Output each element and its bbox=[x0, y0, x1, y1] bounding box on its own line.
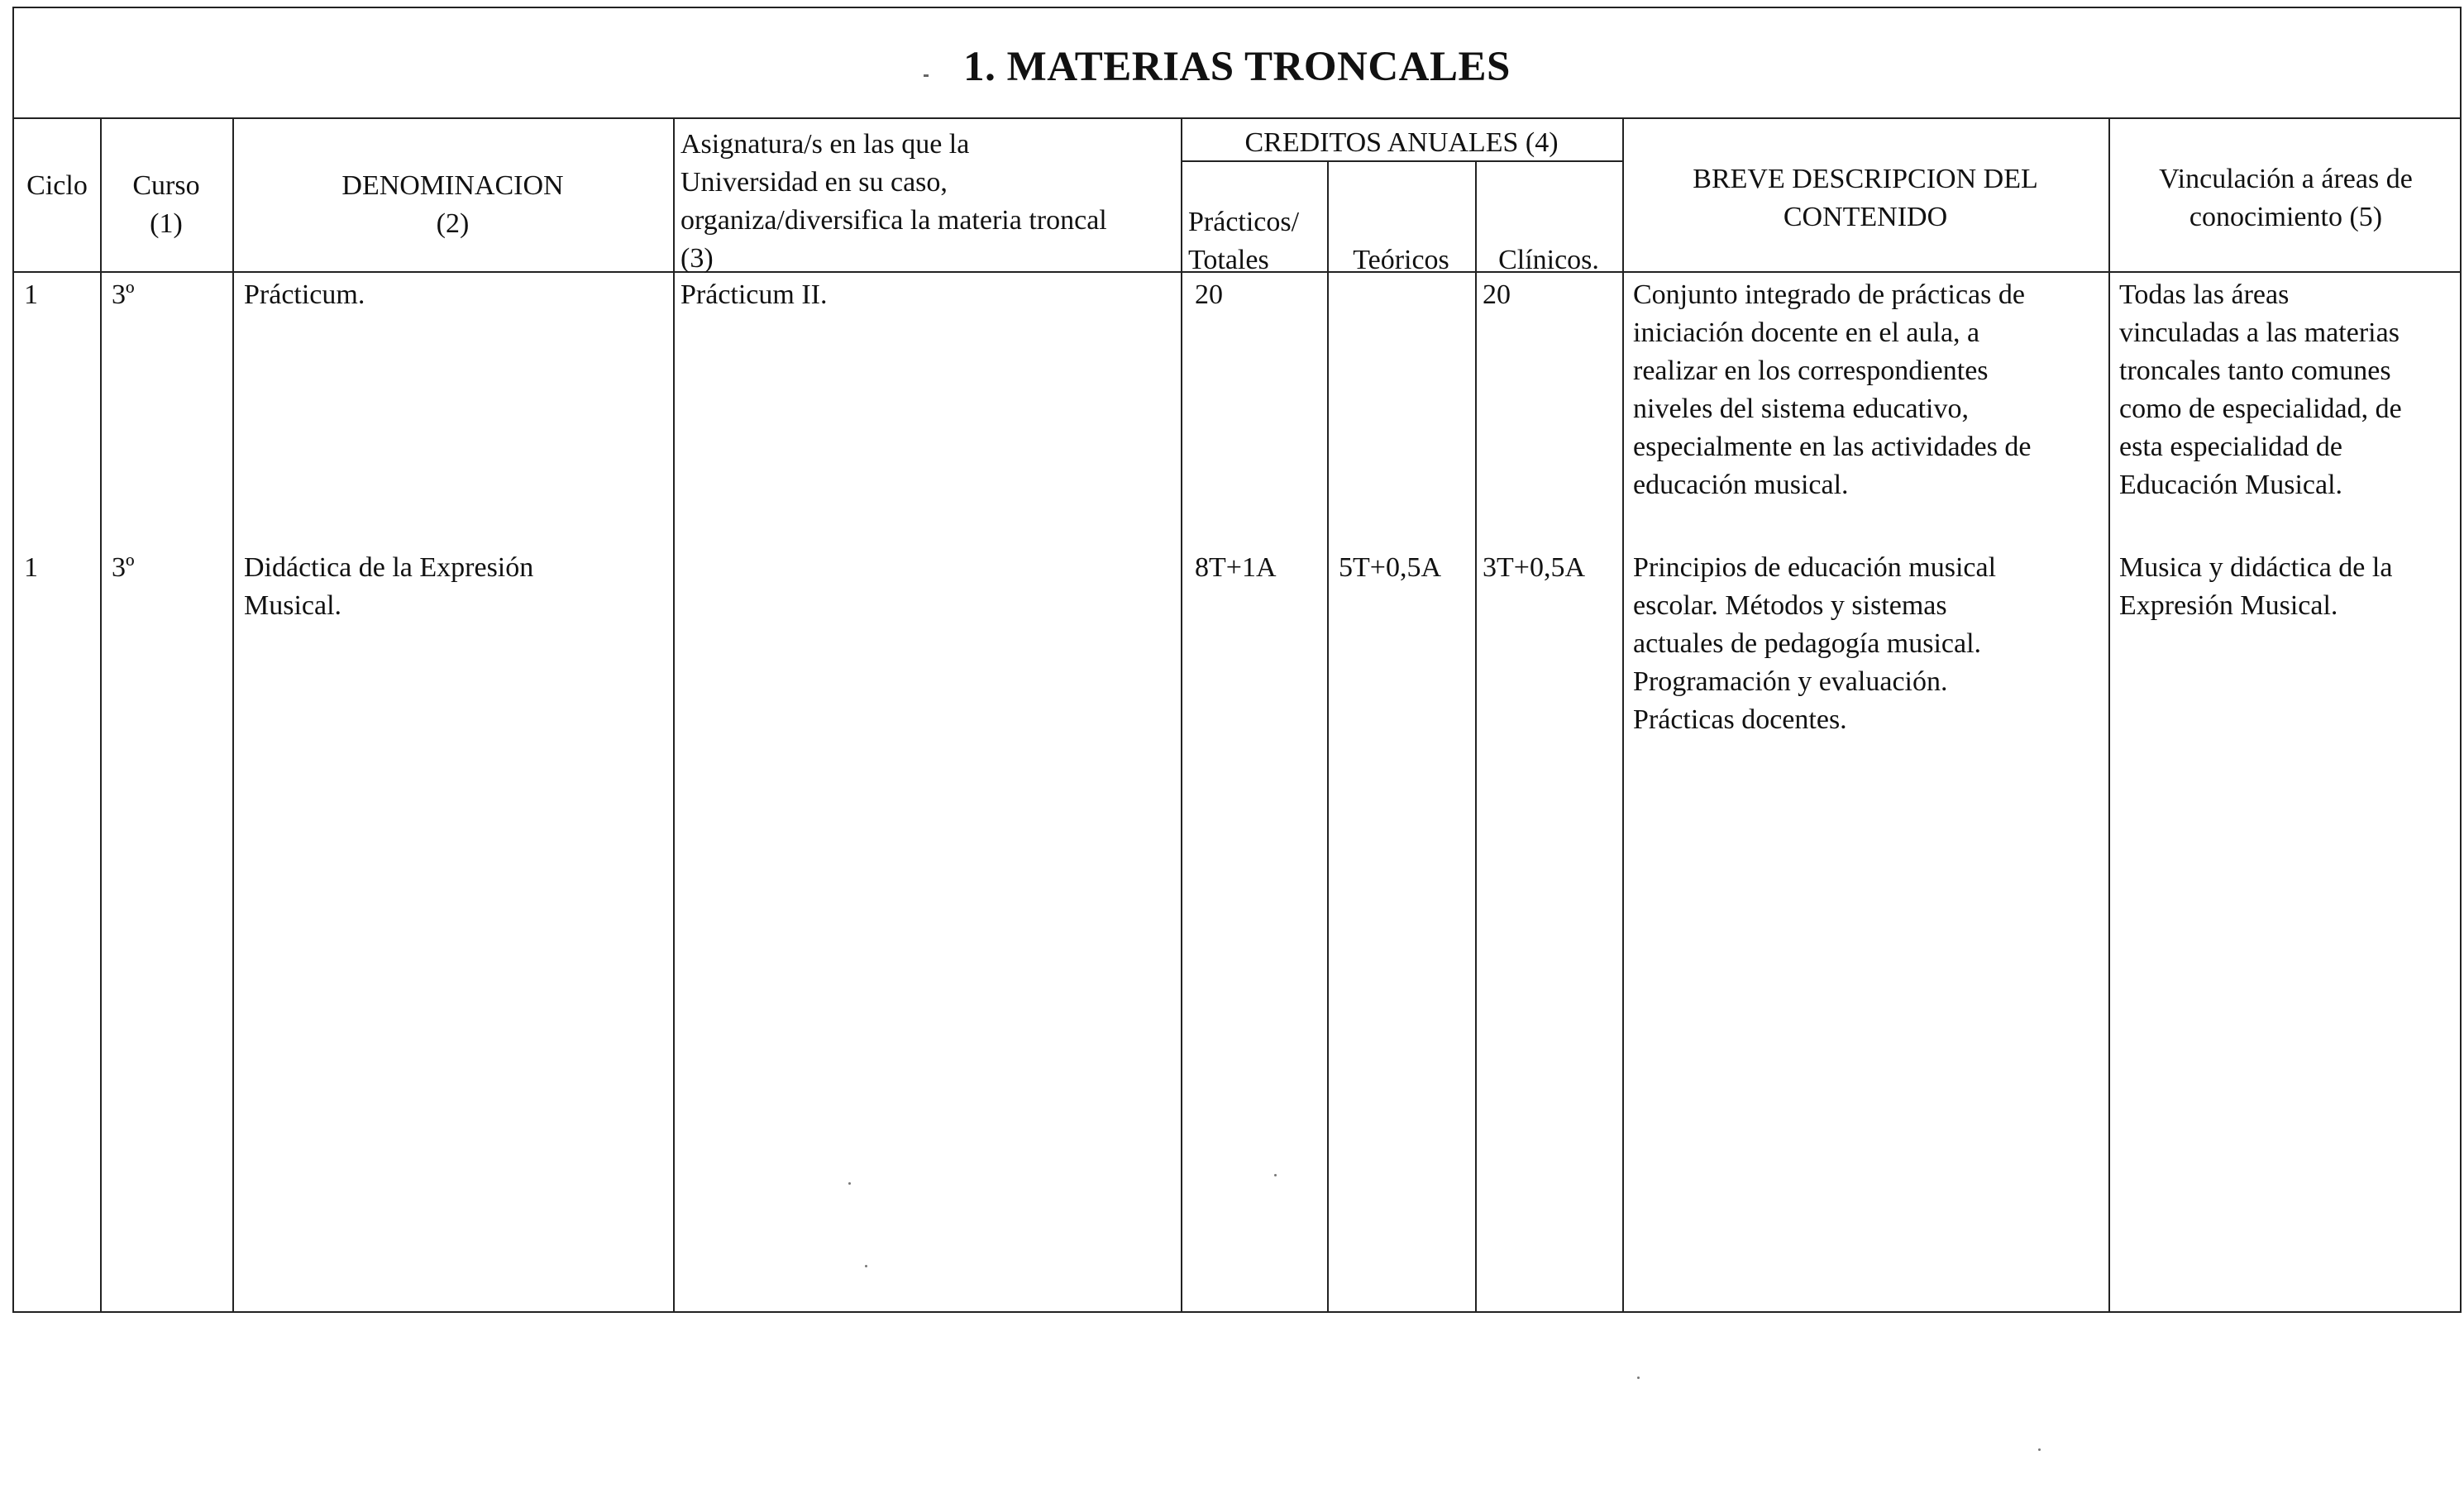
header-ciclo: Ciclo bbox=[26, 170, 88, 201]
col-divider-clinicos bbox=[1622, 119, 1624, 1313]
scan-speck bbox=[865, 1265, 867, 1267]
row1-clinicos: 20 bbox=[1483, 279, 1511, 310]
row1-vinc-line5: esta especialidad de bbox=[2119, 432, 2342, 462]
header-clinicos: Clínicos. bbox=[1498, 245, 1599, 275]
col-divider-curso bbox=[232, 119, 234, 1313]
row1-desc-line1: Conjunto integrado de prácticas de bbox=[1633, 279, 2025, 310]
row1-desc-line6: educación musical. bbox=[1633, 470, 1849, 500]
row2-desc-line3: actuales de pedagogía musical. bbox=[1633, 628, 1982, 659]
row1-vinc-line1: Todas las áreas bbox=[2119, 279, 2290, 310]
row1-desc-line2: iniciación docente en el aula, a bbox=[1633, 317, 1980, 348]
header-curso-note: (1) bbox=[150, 208, 183, 239]
header-denominacion: DENOMINACION bbox=[341, 170, 564, 201]
row1-curso: 3º bbox=[112, 279, 135, 310]
header-totales bbox=[1188, 241, 1269, 279]
header-vinculacion: Vinculación a áreas de bbox=[2159, 164, 2413, 194]
scan-speck bbox=[1637, 1377, 1640, 1379]
row2-desc-line4: Programación y evaluación. bbox=[1633, 666, 1948, 697]
header-breve: BREVE DESCRIPCION DEL bbox=[1693, 164, 2038, 194]
header-curso: Curso bbox=[132, 170, 200, 201]
scan-speck bbox=[2038, 1448, 2041, 1451]
header-contenido: CONTENIDO bbox=[1783, 202, 1948, 232]
row1-vinc-line4: como de especialidad, de bbox=[2119, 394, 2402, 424]
row1-vinc-line3: troncales tanto comunes bbox=[2119, 355, 2391, 386]
scan-speck bbox=[1274, 1174, 1277, 1176]
header-asignatura-line4: (3) bbox=[680, 243, 714, 274]
row2-clinicos: 3T+0,5A bbox=[1483, 552, 1585, 583]
scan-speck bbox=[848, 1182, 851, 1185]
col-divider-descripcion bbox=[2108, 119, 2110, 1313]
col-divider-denominacion bbox=[673, 119, 675, 1313]
col-divider-asignatura bbox=[1181, 119, 1182, 1313]
row1-denominacion: Prácticum. bbox=[244, 279, 365, 310]
section-title: 1. MATERIAS TRONCALES bbox=[963, 44, 1511, 90]
row1-ciclo: 1 bbox=[24, 279, 38, 310]
col-divider-teoricos bbox=[1475, 160, 1477, 1313]
row1-vinc-line6: Educación Musical. bbox=[2119, 470, 2343, 500]
row1-desc-line3: realizar en los correspondientes bbox=[1633, 355, 1989, 386]
row1-totales: 20 bbox=[1195, 279, 1223, 310]
row1-vinc-line2: vinculadas a las materias bbox=[2119, 317, 2400, 348]
row1-asignatura: Prácticum II. bbox=[680, 279, 828, 310]
header-asignatura-line3: organiza/diversifica la materia troncal bbox=[680, 205, 1107, 236]
header-conocimiento: conocimiento (5) bbox=[2189, 202, 2383, 232]
row1-desc-line5: especialmente en las actividades de bbox=[1633, 432, 2032, 462]
header-creditos: CREDITOS ANUALES (4) bbox=[1244, 127, 1559, 158]
header-practicos: Prácticos/ bbox=[1188, 207, 1300, 237]
row2-desc-line2: escolar. Métodos y sistemas bbox=[1633, 590, 1947, 621]
header-denominacion-note: (2) bbox=[436, 208, 470, 239]
row2-teoricos: 5T+0,5A bbox=[1339, 552, 1441, 583]
row1-desc-line4: niveles del sistema educativo, bbox=[1633, 394, 1969, 424]
header-asignatura-line2: Universidad en su caso, bbox=[680, 167, 948, 198]
row2-denominacion-line2: Musical. bbox=[244, 590, 342, 621]
troncales-table bbox=[12, 7, 2462, 1313]
row2-vinc-line2: Expresión Musical. bbox=[2119, 590, 2338, 621]
header-totales-text: Totales bbox=[1188, 245, 1269, 275]
row2-desc-line5: Prácticas docentes. bbox=[1633, 704, 1847, 735]
col-divider-totales bbox=[1327, 160, 1329, 1313]
col-divider-ciclo bbox=[100, 119, 102, 1313]
header-asignatura-line1: Asignatura/s en las que la bbox=[680, 129, 970, 160]
row2-desc-line1: Principios de educación musical bbox=[1633, 552, 1997, 583]
row2-denominacion-line1: Didáctica de la Expresión bbox=[244, 552, 534, 583]
row2-totales: 8T+1A bbox=[1195, 552, 1277, 583]
row2-curso: 3º bbox=[112, 552, 135, 583]
row2-vinc-line1: Musica y didáctica de la bbox=[2119, 552, 2393, 583]
header-teoricos: Teóricos bbox=[1353, 245, 1449, 275]
row2-ciclo: 1 bbox=[24, 552, 38, 583]
title-row bbox=[14, 8, 2460, 119]
